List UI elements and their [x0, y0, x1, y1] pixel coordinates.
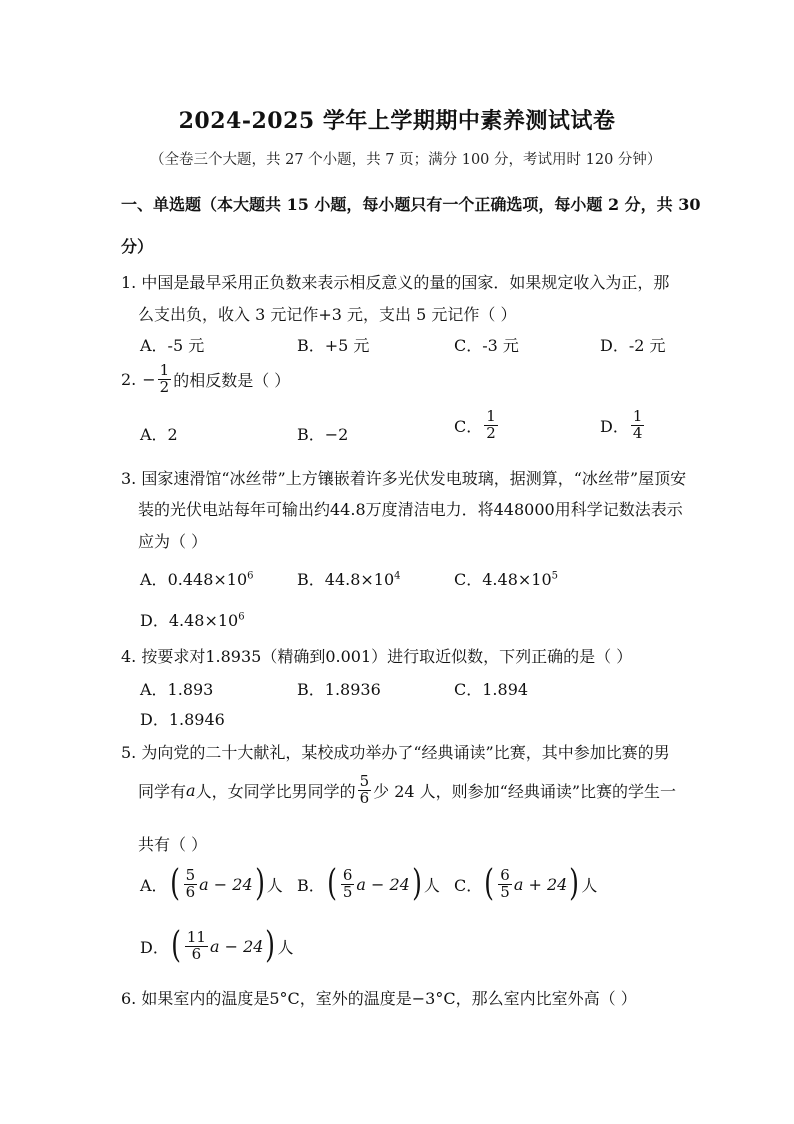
q5-line2-fraction — [358, 774, 372, 807]
q1-line1: 1. 中国是最早采用正负数来表示相反意义的量的国家．如果规定收入为正，那 — [121, 273, 670, 292]
page-title: 2024-2025 学年上学期期中素养测试试卷 — [178, 108, 616, 134]
q3-option-b-exp: 4 — [394, 570, 401, 582]
q3-option-c-exp: 5 — [551, 570, 559, 582]
q2-fraction — [158, 363, 172, 396]
q5-option-c — [454, 863, 598, 904]
q5-line2 — [138, 774, 676, 807]
q3-option-d-exp: 6 — [238, 611, 245, 623]
q5-option-d-num: 11 — [186, 927, 206, 946]
q2-option-b: B．−2 — [297, 425, 349, 444]
q2-minus: − — [142, 369, 156, 389]
q2-number: 2. — [121, 369, 137, 389]
q3-option-a-base: 0.448×10 — [167, 570, 248, 589]
q5-option-c-num: 6 — [500, 865, 510, 884]
q5-option-c-fraction — [498, 865, 512, 901]
q5-option-a — [140, 863, 283, 904]
q2-option-c-den: 2 — [486, 423, 496, 442]
q6-line1: 6. 如果室内的温度是5°C，室外的温度是−3°C，那么室内比室外高（ ） — [121, 989, 637, 1008]
q3-line2: 装的光伏电站每年可输出约44.8万度清洁电力．将448000用科学记数法表示 — [138, 500, 683, 519]
q5-option-a-tail: a − 24 — [199, 874, 253, 894]
q3-option-b-label: B． — [297, 570, 325, 589]
q5-option-c-den: 5 — [500, 882, 510, 901]
q4-option-c: C．1.894 — [454, 680, 529, 699]
q4-option-d: D．1.8946 — [140, 710, 225, 729]
q5-option-b-label: B． — [297, 875, 325, 895]
q5-line2-var: a — [186, 780, 196, 800]
q2-frac-den: 2 — [159, 377, 170, 396]
q3-option-c — [454, 567, 558, 590]
q5-option-b — [297, 863, 440, 904]
q5-option-a-num: 5 — [185, 865, 196, 884]
q2-option-d-label: D． — [600, 416, 629, 436]
q3-option-c-label: C． — [454, 570, 483, 589]
q3-option-b-base: 44.8×10 — [324, 570, 395, 589]
q4-option-a: A．1.893 — [140, 680, 214, 699]
q5-option-d-label: D． — [140, 937, 169, 957]
q5-option-d-den: 6 — [191, 944, 202, 963]
q3-option-d-base: 4.48×10 — [168, 611, 239, 630]
q2-frac-num: 1 — [159, 361, 170, 379]
q3-line3: 应为（ ） — [138, 532, 208, 551]
q2-option-d-den: 4 — [632, 423, 643, 442]
q1-option-d: D．-2 元 — [600, 336, 666, 355]
q5-option-c-label: C． — [454, 875, 483, 895]
q5-line2-c: 少 24 人，则参加“经典诵读”比赛的学生一 — [373, 781, 677, 801]
q2-option-a: A．2 — [140, 425, 178, 444]
q4-line1: 4. 按要求对1.8935（精确到0.001）进行取近似数，下列正确的是（ ） — [121, 647, 633, 666]
q5-option-a-unit: 人 — [266, 875, 283, 895]
q3-option-d — [140, 608, 245, 631]
q3-option-a — [140, 567, 254, 590]
q2-option-c-fraction — [484, 409, 498, 442]
section-heading-line2: 分） — [121, 237, 154, 256]
q5-option-b-fraction — [341, 865, 355, 901]
q5-option-b-tail: a − 24 — [356, 874, 410, 894]
q3-option-c-base: 4.48×10 — [482, 570, 552, 589]
q1-option-c: C．-3 元 — [454, 336, 519, 355]
q3-line1: 3. 国家速滑馆“冰丝带”上方镶嵌着许多光伏发电玻璃，据测算，“冰丝带”屋顶安 — [121, 469, 687, 488]
q5-option-a-fraction — [184, 865, 198, 901]
q3-option-b — [297, 567, 401, 590]
q5-option-b-unit: 人 — [423, 875, 440, 895]
q2-option-d — [600, 409, 646, 442]
q5-line2-num: 5 — [359, 772, 370, 790]
q2-option-c-num: 1 — [486, 407, 496, 425]
q5-option-a-label: A． — [140, 875, 168, 895]
q2-option-c — [454, 409, 500, 442]
q5-option-c-tail: a + 24 — [513, 874, 568, 894]
q5-option-a-den: 6 — [185, 882, 196, 901]
q1-option-b: B．+5 元 — [297, 336, 370, 355]
q5-line3: 共有（ ） — [138, 835, 208, 854]
q5-option-d-unit: 人 — [277, 937, 294, 957]
q3-option-a-label: A． — [140, 570, 168, 589]
q2-stem — [121, 363, 290, 396]
q3-option-a-exp: 6 — [247, 570, 254, 582]
q5-option-d-tail: a − 24 — [209, 936, 264, 956]
q2-option-d-num: 1 — [632, 407, 643, 425]
q1-line2: 么支出负，收入 3 元记作+3 元，支出 5 元记作（ ） — [138, 305, 517, 324]
q4-option-b: B．1.8936 — [297, 680, 381, 699]
q5-option-d-fraction — [185, 927, 208, 963]
q5-option-b-num: 6 — [342, 865, 353, 884]
q3-option-d-label: D． — [140, 611, 169, 630]
q5-option-c-unit: 人 — [581, 875, 598, 895]
q2-option-c-label: C． — [454, 416, 483, 436]
q2-suffix: 的相反数是（ ） — [173, 370, 291, 390]
q5-option-d-expr: ( $\frac{11}{6}$ a − 24 ) — [170, 925, 276, 966]
q5-line2-den: 6 — [359, 788, 370, 807]
q5-option-b-expr: ( $\frac{6}{5}$ a − 24 ) — [326, 863, 422, 904]
q5-line2-b: 人，女同学比男同学的 — [195, 781, 356, 801]
q5-option-d — [140, 925, 294, 966]
q2-option-d-fraction — [631, 409, 645, 442]
q5-option-a-expr: ( $\frac{5}{6}$ a − 24 ) — [169, 863, 265, 904]
exam-info: （全卷三个大题，共 27 个小题，共 7 页；满分 100 分，考试用时 120 分钟） — [150, 152, 662, 168]
q5-line2-a: 同学有 — [138, 781, 187, 801]
q5-option-c-expr: ( $\frac{6}{5}$ a + 24 ) — [484, 863, 580, 904]
q5-line1: 5. 为向党的二十大献礼，某校成功举办了“经典诵读”比赛，其中参加比赛的男 — [121, 743, 670, 762]
section-heading-line1: 一、单选题（本大题共 15 小题，每小题只有一个正确选项，每小题 2 分，共 30 — [121, 195, 701, 214]
q5-option-b-den: 5 — [342, 882, 353, 901]
q1-option-a: A．-5 元 — [140, 336, 205, 355]
